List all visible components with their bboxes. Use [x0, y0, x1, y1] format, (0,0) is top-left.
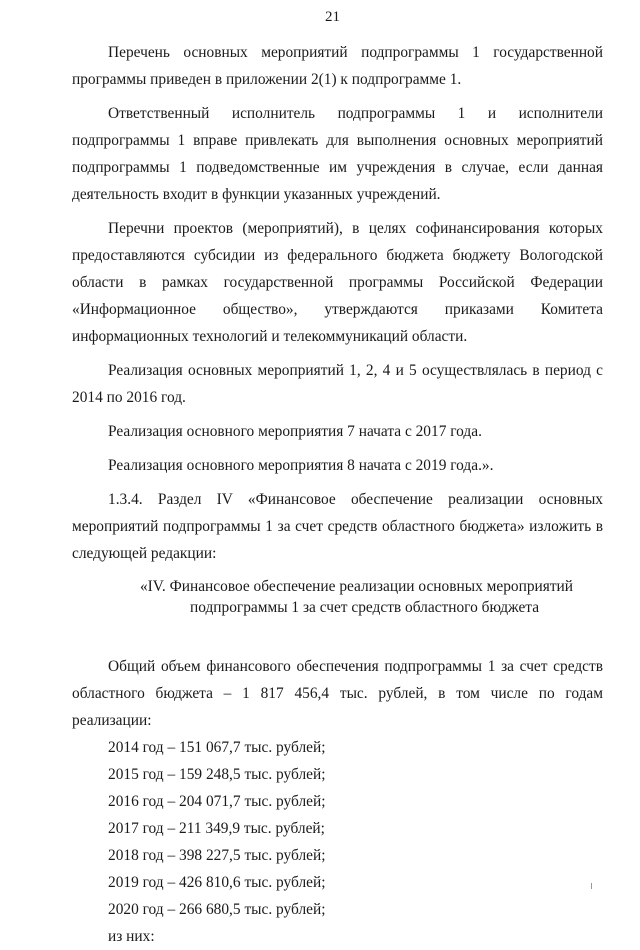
paragraph-total-funding: Общий объем финансового обеспечения подпрограммы 1 за счет средств областного бюджета – 1 817 456,4 тыс. рублей, в том числе по годам реализации:	[72, 658, 603, 729]
section-heading-line1: «IV. Финансовое обеспечение реализации основных мероприятий	[139, 578, 574, 595]
scan-artifact-mark	[591, 883, 592, 889]
funding-year-2020: 2020 год – 266 680,5 тыс. рублей;	[108, 901, 326, 918]
yearly-funding-list	[72, 734, 603, 950]
paragraph-project-lists: Перечни проектов (мероприятий), в целях софинансирования которых предоставляются субсидии из федерального бюджета бюджету Вологодской области в рамках государственной программы Российской Федерации «Информационное общество», утверждаются приказами Комитета информационных технологий и телекоммуникаций области.	[72, 220, 603, 345]
funding-year-2017: 2017 год – 211 349,9 тыс. рублей;	[108, 820, 325, 837]
document-body	[72, 39, 603, 950]
section-heading-line2: подпрограммы 1 за счет средств областного бюджета	[189, 599, 540, 616]
funding-year-2014: 2014 год – 151 067,7 тыс. рублей;	[108, 739, 326, 756]
funding-year-2016: 2016 год – 204 071,7 тыс. рублей;	[108, 793, 326, 810]
funding-year-2018: 2018 год – 398 227,5 тыс. рублей;	[108, 847, 326, 864]
paragraph-activities-list: Перечень основных мероприятий подпрограммы 1 государственной программы приведен в приложении 2(1) к подпрограмме 1.	[72, 44, 603, 88]
paragraph-implementation-period: Реализация основных мероприятий 1, 2, 4 и 5 осуществлялась в период с 2014 по 2016 год.	[72, 362, 603, 406]
section-heading	[72, 576, 603, 618]
funding-year-2019: 2019 год – 426 810,6 тыс. рублей;	[108, 874, 326, 891]
page-number: 21	[325, 9, 340, 25]
closing-text: из них:	[108, 928, 155, 945]
paragraph-section-amendment: 1.3.4. Раздел IV «Финансовое обеспечение реализации основных мероприятий подпрограммы 1 за счет средств областного бюджета» изложить в следующей редакции:	[72, 491, 603, 562]
paragraph-responsible-executor: Ответственный исполнитель подпрограммы 1 и исполнители подпрограммы 1 вправе привлекать для выполнения основных мероприятий подпрограммы 1 подведомственные им учреждения в случае, если данная деятельность входит в функции указанных учреждений.	[72, 105, 603, 203]
paragraph-activity-7: Реализация основного мероприятия 7 начата с 2017 года.	[108, 423, 482, 440]
funding-year-2015: 2015 год – 159 248,5 тыс. рублей;	[108, 766, 326, 783]
paragraph-activity-8: Реализация основного мероприятия 8 начата с 2019 года.».	[108, 457, 494, 474]
